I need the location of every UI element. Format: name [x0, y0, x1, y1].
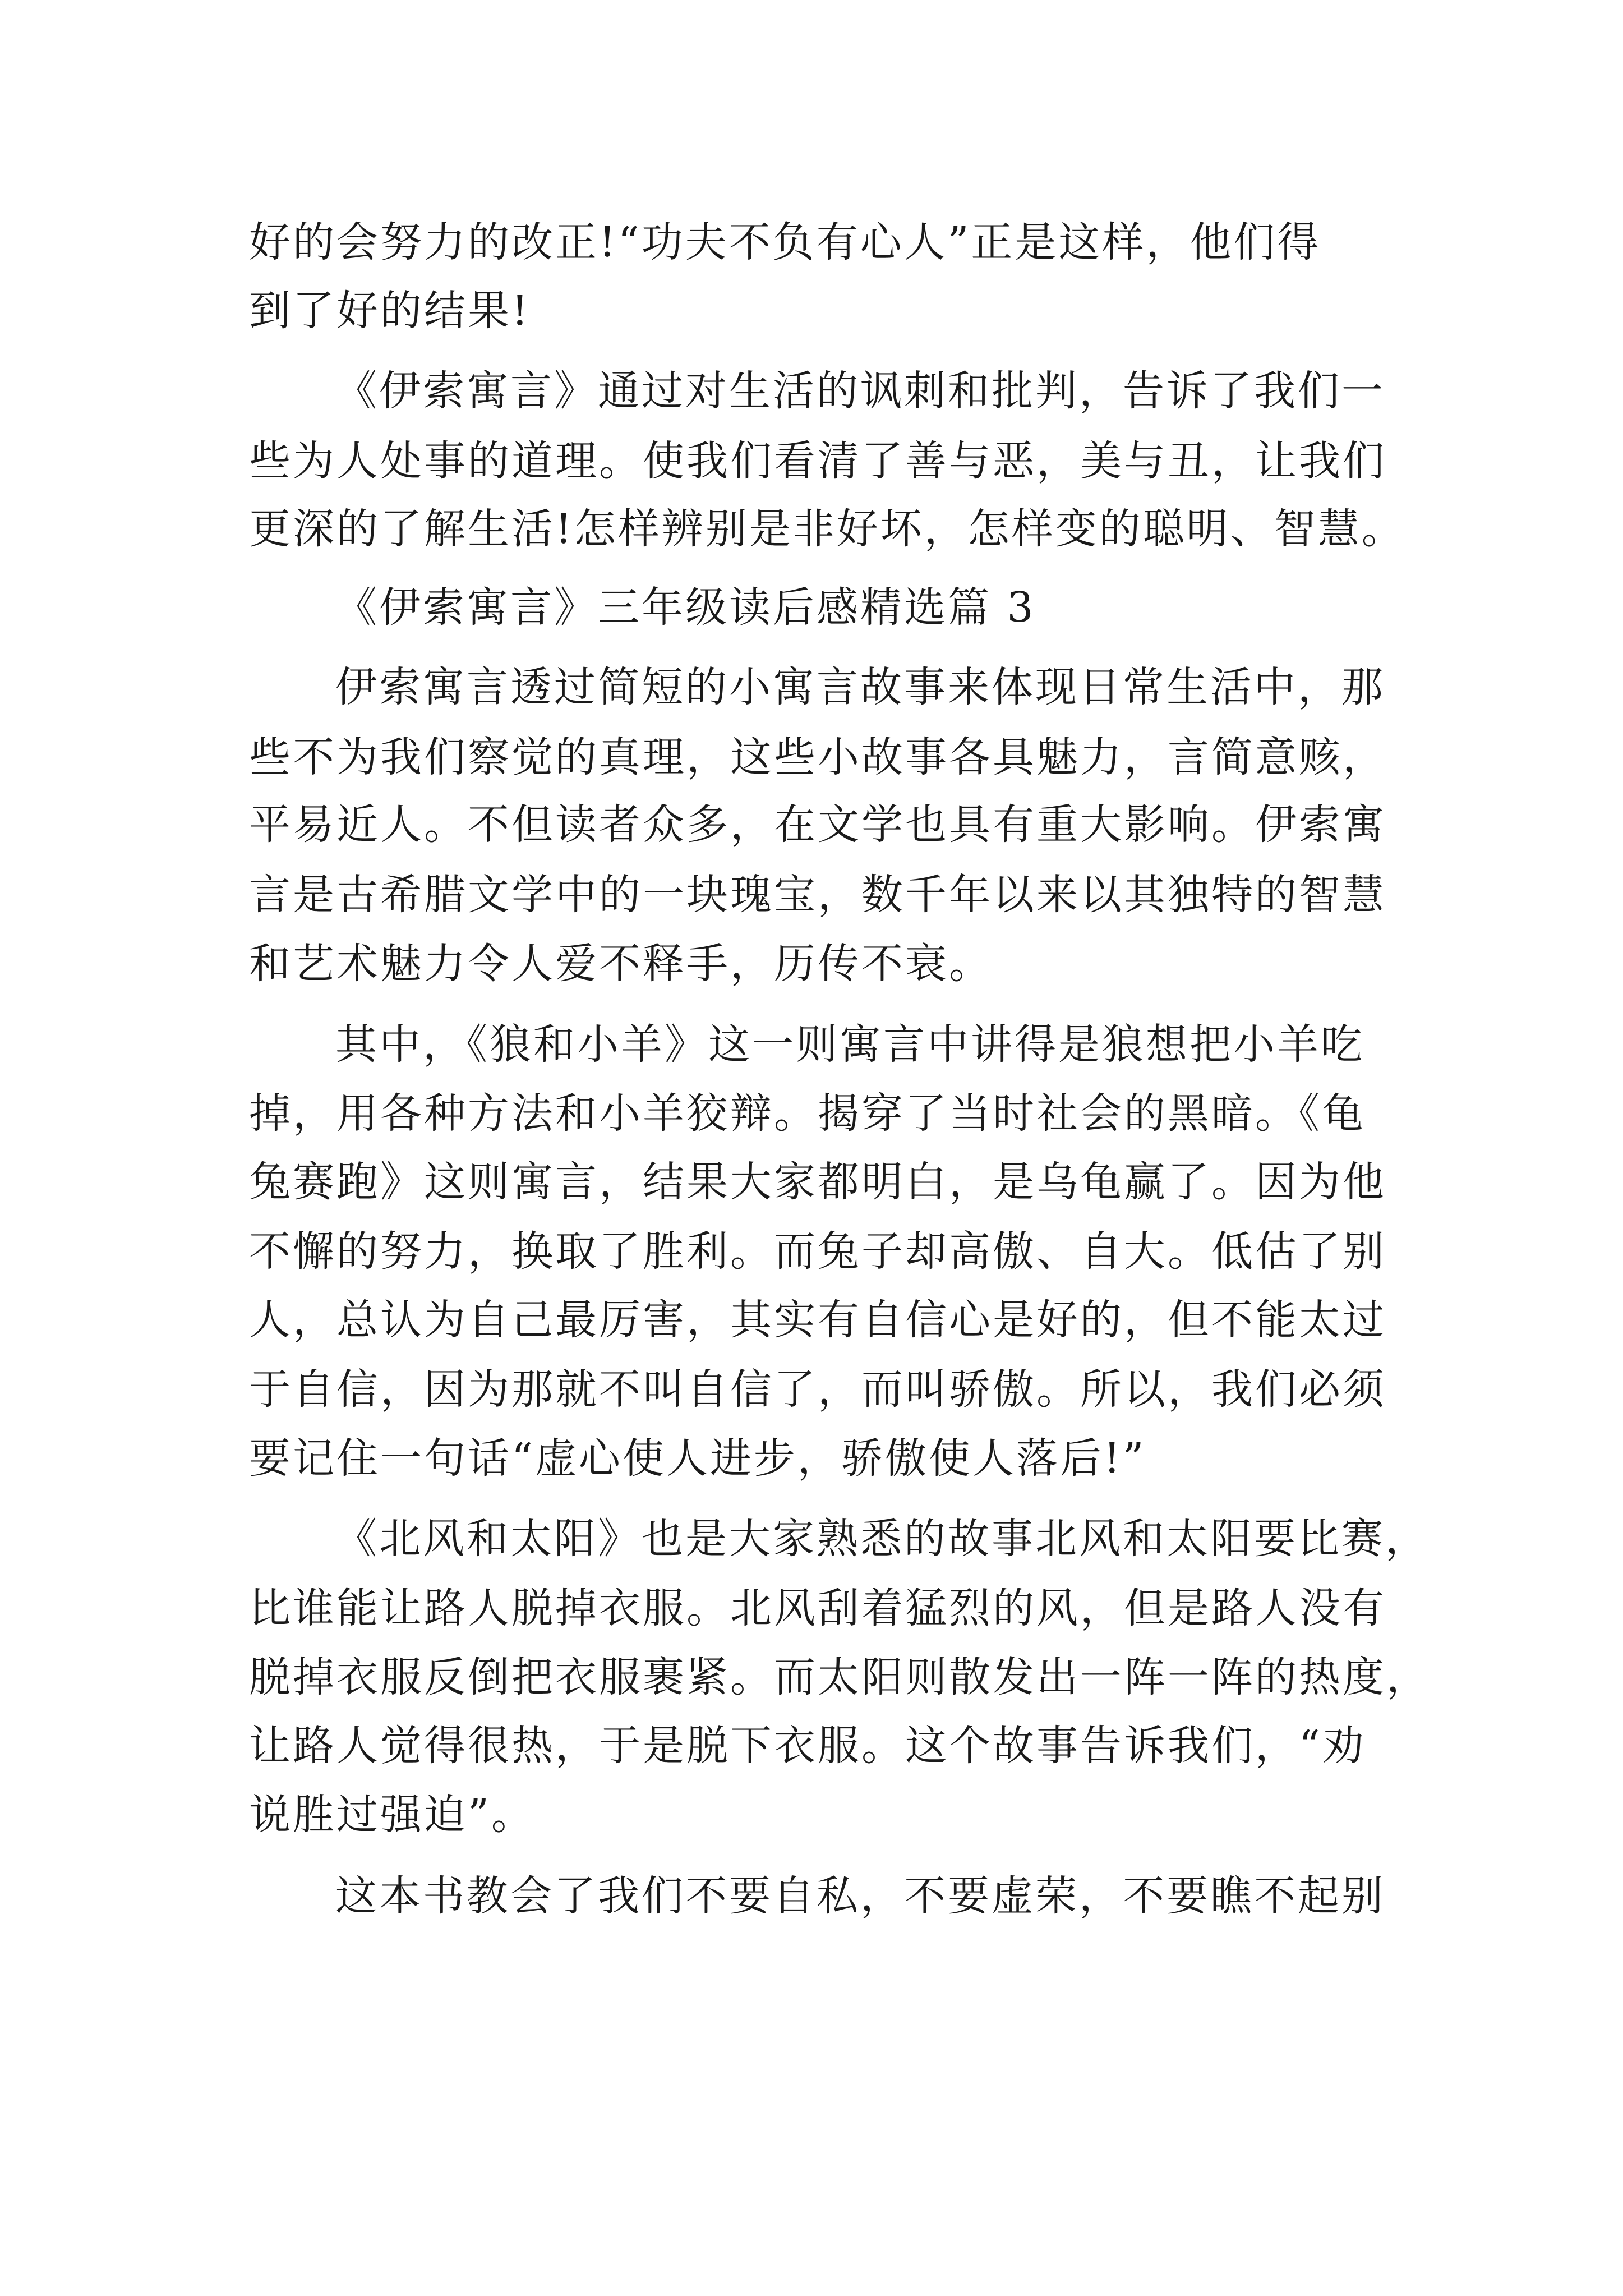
- text-line: 这本书教会了我们不要自私，不要虚荣，不要瞧不起别: [335, 1872, 1385, 1920]
- text-line: 脱掉衣服反倒把衣服裹紧。而太阳则散发出一阵一阵的热度，: [249, 1653, 1430, 1701]
- text-line: 掉，用各种方法和小羊狡辩。揭穿了当时社会的黑暗。《龟: [249, 1089, 1366, 1138]
- text-line: 让路人觉得很热，于是脱下衣服。这个故事告诉我们，“劝: [249, 1722, 1366, 1770]
- section-heading: 《伊索寓言》三年级读后感精选篇 3: [335, 583, 1036, 632]
- text-line: 要记住一句话“虚心使人进步，骄傲使人落后!”: [249, 1434, 1146, 1483]
- text-line: 其中，《狼和小羊》这一则寓言中讲得是狼想把小羊吃: [335, 1020, 1364, 1069]
- text-line: 更深的了解生活!怎样辨别是非好坏，怎样变的聪明、智慧。: [249, 505, 1405, 553]
- text-line: 和艺术魅力令人爱不释手，历传不衰。: [249, 940, 993, 988]
- text-line: 言是古希腊文学中的一块瑰宝，数千年以来以其独特的智慧: [249, 871, 1386, 919]
- text-line: 些为人处事的道理。使我们看清了善与恶，美与丑，让我们: [249, 437, 1386, 485]
- text-line: 些不为我们察觉的真理，这些小故事各具魅力，言简意赅，: [249, 733, 1386, 781]
- text-line: 好的会努力的改正!“功夫不负有心人”正是这样，他们得: [249, 218, 1321, 266]
- text-line: 到了好的结果!: [249, 287, 531, 335]
- text-line: 《伊索寓言》通过对生活的讽刺和批判，告诉了我们一: [335, 367, 1385, 415]
- text-line: 《北风和太阳》也是大家熟悉的故事北风和太阳要比赛，: [335, 1515, 1429, 1563]
- text-line: 伊索寓言透过简短的小寓言故事来体现日常生活中，那: [335, 663, 1385, 711]
- text-line: 不懈的努力，换取了胜利。而兔子却高傲、自大。低估了别: [249, 1227, 1386, 1276]
- text-line: 平易近人。不但读者众多，在文学也具有重大影响。伊索寓: [249, 800, 1386, 849]
- text-line: 人，总认为自己最厉害，其实有自信心是好的，但不能太过: [249, 1296, 1386, 1344]
- text-line: 于自信，因为那就不叫自信了，而叫骄傲。所以，我们必须: [249, 1365, 1386, 1414]
- text-line: 兔赛跑》这则寓言，结果大家都明白，是乌龟赢了。因为他: [249, 1158, 1386, 1206]
- text-line: 比谁能让路人脱掉衣服。北风刮着猛烈的风，但是路人没有: [249, 1584, 1386, 1632]
- text-line: 说胜过强迫”。: [249, 1791, 535, 1839]
